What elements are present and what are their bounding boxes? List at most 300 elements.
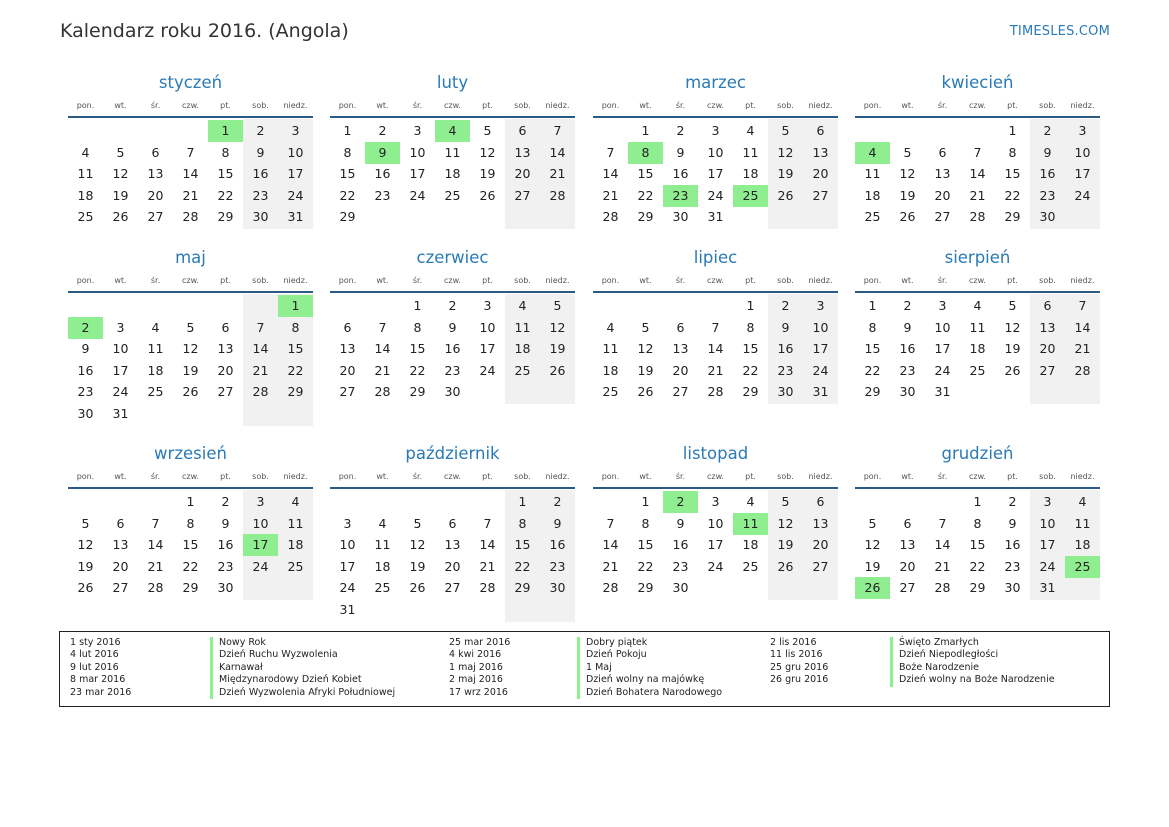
day-cell: 18	[514, 341, 531, 357]
day-cell: 14	[602, 166, 619, 182]
weekday-label: pt.	[1007, 101, 1018, 110]
day-cell: 30	[777, 384, 794, 400]
day-cell: 7	[1078, 298, 1087, 313]
day-cell: 16	[374, 166, 391, 182]
day-cell: 13	[217, 341, 234, 357]
day-cell: 28	[252, 384, 269, 400]
day-cell: 13	[812, 144, 829, 160]
day-cell: 27	[899, 580, 916, 596]
day-cell: 15	[514, 537, 531, 553]
day-cell: 28	[374, 384, 391, 400]
day-cell: 28	[602, 580, 619, 596]
holiday-name: Dzień Niepodległości	[890, 649, 998, 661]
day-cell: 27	[672, 384, 689, 400]
day-cell: 4	[973, 298, 982, 313]
day-cell: 14	[252, 341, 269, 357]
day-cell: 29	[969, 580, 986, 596]
day-cell: 5	[81, 515, 90, 531]
holiday-day-cell: 17	[243, 534, 278, 556]
day-cell: 26	[549, 362, 566, 378]
day-cell: 20	[899, 558, 916, 574]
day-cell: 15	[339, 166, 356, 182]
header-rule	[855, 487, 1100, 489]
holiday-day-cell: 11	[733, 513, 768, 535]
day-cell: 17	[934, 341, 951, 357]
day-cell: 23	[549, 558, 566, 574]
day-cell: 19	[409, 558, 426, 574]
day-cell: 12	[409, 537, 426, 553]
day-cell: 2	[553, 494, 562, 509]
day-cell: 3	[413, 123, 422, 138]
day-cell: 4	[1078, 494, 1087, 509]
weekday-label: niedz.	[545, 276, 570, 285]
day-cell: 25	[602, 384, 619, 400]
day-cell: 10	[1039, 515, 1056, 531]
day-cell: 27	[444, 580, 461, 596]
day-cell: 16	[77, 362, 94, 378]
day-cell: 25	[514, 362, 531, 378]
month-name: listopad	[682, 444, 749, 463]
day-cell: 22	[217, 187, 234, 203]
day-cell: 12	[549, 319, 566, 335]
day-cell: 1	[1008, 123, 1017, 138]
day-cell: 13	[899, 537, 916, 553]
weekday-label: śr.	[150, 101, 161, 110]
weekday-label: wt.	[639, 276, 652, 285]
day-cell: 23	[252, 187, 269, 203]
day-cell: 29	[637, 209, 654, 225]
holiday-day-cell: 4	[435, 120, 470, 142]
day-cell: 10	[252, 515, 269, 531]
weekday-label: pt.	[220, 472, 231, 481]
day-cell: 16	[1039, 166, 1056, 182]
day-cell: 2	[903, 298, 912, 313]
day-cell: 12	[637, 341, 654, 357]
day-cell: 20	[672, 362, 689, 378]
day-cell: 7	[973, 144, 982, 160]
day-cell: 26	[479, 187, 496, 203]
day-cell: 25	[374, 580, 391, 596]
month-name: sierpień	[944, 248, 1011, 267]
holiday-day-cell: 1	[278, 295, 313, 317]
day-cell: 8	[186, 515, 195, 531]
day-cell: 15	[637, 166, 654, 182]
weekday-label: wt.	[639, 101, 652, 110]
day-cell: 11	[444, 144, 461, 160]
day-cell: 11	[1074, 515, 1091, 531]
day-cell: 13	[672, 341, 689, 357]
day-cell: 18	[742, 537, 759, 553]
day-cell: 4	[151, 319, 160, 335]
day-cell: 6	[816, 123, 825, 138]
month-name: czerwiec	[416, 248, 489, 267]
day-cell: 2	[1008, 494, 1017, 509]
day-cell: 11	[602, 341, 619, 357]
day-cell: 21	[707, 362, 724, 378]
day-cell: 27	[112, 580, 129, 596]
day-cell: 31	[287, 209, 304, 225]
day-cell: 16	[777, 341, 794, 357]
day-cell: 11	[969, 319, 986, 335]
header-rule	[68, 487, 313, 489]
day-cell: 21	[602, 187, 619, 203]
day-cell: 19	[549, 341, 566, 357]
weekday-label: pon.	[601, 472, 620, 481]
day-cell: 25	[77, 209, 94, 225]
holiday-day-cell: 25	[1065, 556, 1100, 578]
day-cell: 22	[1004, 187, 1021, 203]
day-cell: 11	[147, 341, 164, 357]
weekday-label: pon.	[863, 472, 882, 481]
day-cell: 30	[672, 209, 689, 225]
day-cell: 1	[518, 494, 527, 509]
day-cell: 18	[602, 362, 619, 378]
day-cell: 2	[781, 298, 790, 313]
day-cell: 23	[899, 362, 916, 378]
weekday-label: czw.	[182, 472, 199, 481]
day-cell: 14	[182, 166, 199, 182]
day-cell: 3	[291, 123, 300, 138]
day-cell: 2	[221, 494, 230, 509]
weekday-label: wt.	[901, 472, 914, 481]
day-cell: 10	[339, 537, 356, 553]
day-cell: 22	[969, 558, 986, 574]
day-cell: 18	[287, 537, 304, 553]
weekday-label: sob.	[252, 472, 269, 481]
day-cell: 27	[934, 209, 951, 225]
weekday-label: czw.	[182, 276, 199, 285]
weekday-label: pon.	[601, 101, 620, 110]
day-cell: 3	[116, 319, 125, 335]
day-cell: 3	[816, 298, 825, 313]
holiday-name: Nowy Rok	[210, 637, 266, 649]
weekday-label: sob.	[252, 101, 269, 110]
holiday-date: 8 mar 2016	[70, 674, 126, 686]
day-cell: 9	[1043, 144, 1052, 160]
weekday-label: wt.	[114, 276, 127, 285]
day-cell: 17	[409, 166, 426, 182]
day-cell: 13	[934, 166, 951, 182]
weekday-label: śr.	[412, 276, 423, 285]
day-cell: 22	[409, 362, 426, 378]
day-cell: 7	[938, 515, 947, 531]
day-cell: 10	[707, 515, 724, 531]
day-cell: 9	[676, 515, 685, 531]
day-cell: 24	[287, 187, 304, 203]
weekday-label: pt.	[1007, 472, 1018, 481]
day-cell: 29	[182, 580, 199, 596]
day-cell: 30	[217, 580, 234, 596]
day-cell: 9	[553, 515, 562, 531]
day-cell: 4	[291, 494, 300, 509]
day-cell: 26	[112, 209, 129, 225]
header-rule	[68, 291, 313, 293]
weekday-label: pon.	[338, 101, 357, 110]
day-cell: 19	[182, 362, 199, 378]
day-cell: 3	[1078, 123, 1087, 138]
holiday-list	[59, 631, 1110, 707]
day-cell: 8	[1008, 144, 1017, 160]
day-cell: 14	[602, 537, 619, 553]
day-cell: 12	[777, 515, 794, 531]
day-cell: 22	[864, 362, 881, 378]
day-cell: 24	[707, 187, 724, 203]
holiday-day-cell: 4	[855, 142, 890, 164]
day-cell: 18	[1074, 537, 1091, 553]
weekday-label: śr.	[150, 276, 161, 285]
day-cell: 25	[287, 558, 304, 574]
weekday-label: pt.	[745, 472, 756, 481]
weekday-label: sob.	[252, 276, 269, 285]
day-cell: 29	[742, 384, 759, 400]
day-cell: 5	[781, 123, 790, 138]
day-cell: 24	[812, 362, 829, 378]
day-cell: 13	[1039, 319, 1056, 335]
day-cell: 23	[374, 187, 391, 203]
day-cell: 25	[864, 209, 881, 225]
holiday-name: Dobry piątek	[577, 637, 647, 649]
day-cell: 21	[252, 362, 269, 378]
weekday-label: sob.	[777, 101, 794, 110]
day-cell: 6	[221, 319, 230, 335]
day-cell: 9	[676, 144, 685, 160]
day-cell: 21	[602, 558, 619, 574]
day-cell: 11	[864, 166, 881, 182]
day-cell: 9	[1008, 515, 1017, 531]
day-cell: 12	[1004, 319, 1021, 335]
day-cell: 4	[518, 298, 527, 313]
month-name: wrzesień	[154, 444, 227, 463]
day-cell: 31	[707, 209, 724, 225]
holiday-date: 1 sty 2016	[70, 637, 121, 648]
day-cell: 4	[746, 123, 755, 138]
day-cell: 8	[641, 515, 650, 531]
day-cell: 1	[973, 494, 982, 509]
day-cell: 8	[291, 319, 300, 335]
weekday-label: wt.	[376, 101, 389, 110]
day-cell: 21	[1074, 341, 1091, 357]
day-cell: 6	[151, 144, 160, 160]
day-cell: 29	[864, 384, 881, 400]
weekday-label: sob.	[777, 276, 794, 285]
header-rule	[593, 487, 838, 489]
day-cell: 11	[374, 537, 391, 553]
day-cell: 29	[409, 384, 426, 400]
weekday-label: czw.	[444, 472, 461, 481]
day-cell: 15	[182, 537, 199, 553]
day-cell: 6	[116, 515, 125, 531]
day-cell: 10	[479, 319, 496, 335]
weekday-label: śr.	[675, 276, 686, 285]
day-cell: 11	[742, 144, 759, 160]
day-cell: 30	[1004, 580, 1021, 596]
day-cell: 5	[1008, 298, 1017, 313]
day-cell: 18	[742, 166, 759, 182]
day-cell: 18	[77, 187, 94, 203]
day-cell: 30	[77, 406, 94, 421]
day-cell: 19	[1004, 341, 1021, 357]
day-cell: 17	[707, 166, 724, 182]
weekday-label: pt.	[1007, 276, 1018, 285]
weekday-label: czw.	[707, 101, 724, 110]
day-cell: 19	[864, 558, 881, 574]
day-cell: 9	[448, 319, 457, 335]
day-cell: 2	[448, 298, 457, 313]
month-name: maj	[175, 248, 206, 267]
day-cell: 4	[606, 319, 615, 335]
holiday-name: Boże Narodzenie	[890, 662, 979, 674]
weekday-label: niedz.	[1070, 101, 1095, 110]
header-rule	[68, 116, 313, 118]
day-cell: 6	[938, 144, 947, 160]
weekday-label: niedz.	[545, 101, 570, 110]
weekday-label: pon.	[338, 276, 357, 285]
day-cell: 20	[934, 187, 951, 203]
day-cell: 4	[378, 515, 387, 531]
day-cell: 30	[899, 384, 916, 400]
day-cell: 6	[1043, 298, 1052, 313]
day-cell: 28	[1074, 362, 1091, 378]
weekday-label: wt.	[901, 101, 914, 110]
day-cell: 7	[256, 319, 265, 335]
holiday-date: 26 gru 2016	[770, 674, 829, 686]
day-cell: 3	[711, 494, 720, 509]
holiday-date: 2 maj 2016	[449, 674, 503, 686]
day-cell: 1	[641, 494, 650, 509]
day-cell: 8	[343, 144, 352, 160]
day-cell: 1	[868, 298, 877, 313]
holiday-day-cell: 8	[628, 142, 663, 164]
holiday-day-cell: 1	[208, 120, 243, 142]
weekday-label: czw.	[707, 276, 724, 285]
holiday-date: 23 mar 2016	[70, 686, 132, 698]
day-cell: 1	[413, 298, 422, 313]
day-cell: 23	[1004, 558, 1021, 574]
weekday-label: pt.	[745, 101, 756, 110]
day-cell: 9	[256, 144, 265, 160]
day-cell: 2	[676, 123, 685, 138]
day-cell: 8	[221, 144, 230, 160]
day-cell: 9	[781, 319, 790, 335]
day-cell: 16	[899, 341, 916, 357]
day-cell: 28	[549, 187, 566, 203]
day-cell: 27	[514, 187, 531, 203]
weekday-label: śr.	[675, 101, 686, 110]
day-cell: 17	[1074, 166, 1091, 182]
weekday-label: pt.	[220, 276, 231, 285]
day-cell: 28	[602, 209, 619, 225]
day-cell: 4	[81, 144, 90, 160]
day-cell: 22	[742, 362, 759, 378]
day-cell: 8	[973, 515, 982, 531]
weekday-label: śr.	[937, 472, 948, 481]
weekday-label: niedz.	[283, 101, 308, 110]
day-cell: 22	[637, 558, 654, 574]
day-cell: 10	[1074, 144, 1091, 160]
weekday-label: sob.	[1039, 472, 1056, 481]
day-cell: 17	[339, 558, 356, 574]
holiday-name: Dzień Ruchu Wyzwolenia	[210, 649, 338, 661]
header-rule	[855, 116, 1100, 118]
holiday-name: Międzynarodowy Dzień Kobiet	[210, 674, 362, 686]
weekday-label: sob.	[514, 101, 531, 110]
weekday-label: pt.	[745, 276, 756, 285]
day-cell: 6	[448, 515, 457, 531]
day-cell: 3	[938, 298, 947, 313]
day-cell: 24	[934, 362, 951, 378]
day-cell: 27	[812, 558, 829, 574]
weekday-label: śr.	[937, 276, 948, 285]
day-cell: 3	[1043, 494, 1052, 509]
day-cell: 13	[514, 144, 531, 160]
day-cell: 18	[864, 187, 881, 203]
day-cell: 24	[1039, 558, 1056, 574]
day-cell: 28	[182, 209, 199, 225]
weekday-label: niedz.	[808, 101, 833, 110]
day-cell: 14	[934, 537, 951, 553]
day-cell: 14	[479, 537, 496, 553]
day-cell: 16	[252, 166, 269, 182]
day-cell: 17	[479, 341, 496, 357]
weekday-label: śr.	[675, 472, 686, 481]
month-name: lipiec	[693, 248, 738, 267]
day-cell: 24	[479, 362, 496, 378]
day-cell: 7	[553, 123, 562, 138]
day-cell: 6	[343, 319, 352, 335]
weekday-label: sob.	[514, 276, 531, 285]
day-cell: 26	[637, 384, 654, 400]
day-cell: 17	[1039, 537, 1056, 553]
day-cell: 26	[777, 187, 794, 203]
holiday-name: Dzień Pokoju	[577, 649, 647, 661]
weekday-label: pon.	[338, 472, 357, 481]
day-cell: 14	[1074, 319, 1091, 335]
weekday-label: sob.	[1039, 101, 1056, 110]
day-cell: 5	[186, 319, 195, 335]
day-cell: 5	[116, 144, 125, 160]
day-cell: 31	[112, 406, 129, 421]
day-cell: 21	[479, 558, 496, 574]
day-cell: 28	[479, 580, 496, 596]
day-cell: 26	[1004, 362, 1021, 378]
day-cell: 7	[186, 144, 195, 160]
weekday-label: czw.	[969, 276, 986, 285]
day-cell: 11	[287, 515, 304, 531]
day-cell: 15	[969, 537, 986, 553]
page-title: Kalendarz roku 2016. (Angola)	[60, 20, 349, 42]
day-cell: 9	[221, 515, 230, 531]
day-cell: 20	[514, 166, 531, 182]
holiday-date: 25 mar 2016	[449, 637, 511, 648]
day-cell: 25	[444, 187, 461, 203]
day-cell: 6	[903, 515, 912, 531]
day-cell: 3	[343, 515, 352, 531]
weekday-label: wt.	[114, 472, 127, 481]
day-cell: 16	[672, 537, 689, 553]
day-cell: 26	[77, 580, 94, 596]
day-cell: 24	[112, 384, 129, 400]
day-cell: 19	[637, 362, 654, 378]
day-cell: 19	[899, 187, 916, 203]
day-cell: 25	[969, 362, 986, 378]
header-rule	[330, 291, 575, 293]
weekday-label: pon.	[76, 472, 95, 481]
holiday-name: 1 Maj	[577, 662, 612, 674]
day-cell: 25	[147, 384, 164, 400]
brand-link[interactable]: TIMESLES.COM	[1009, 24, 1110, 39]
day-cell: 30	[672, 580, 689, 596]
day-cell: 20	[147, 187, 164, 203]
